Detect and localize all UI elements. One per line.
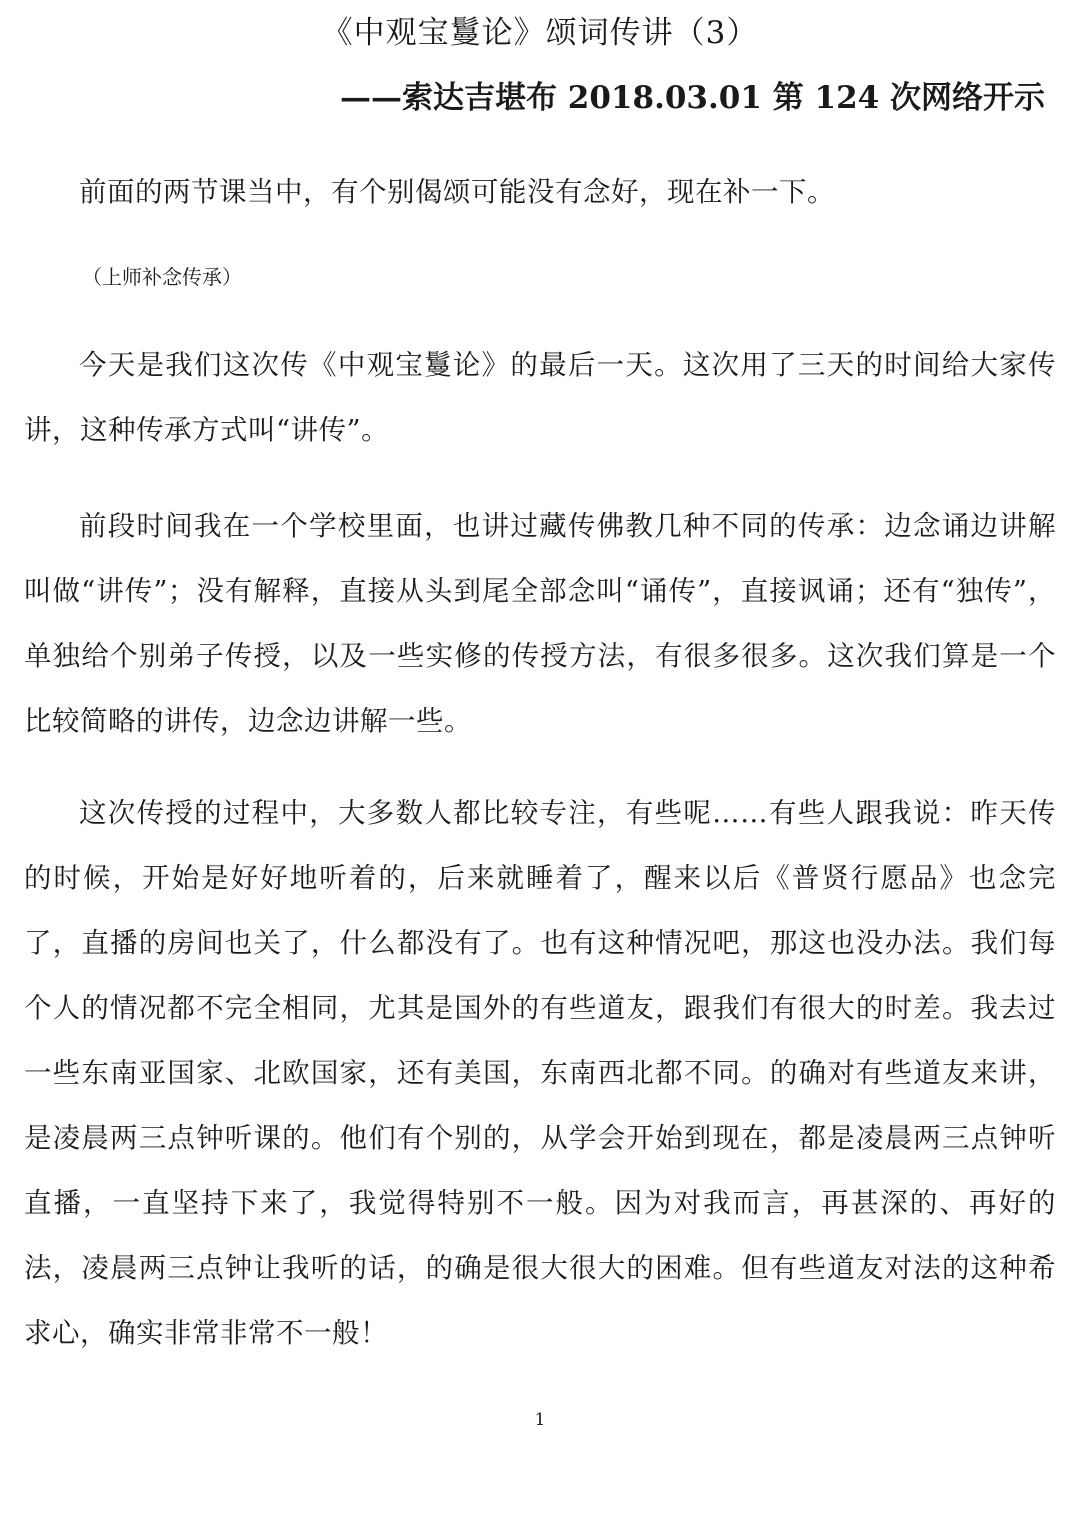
paragraph-1: 前面的两节课当中，有个别偈颂可能没有念好，现在补一下。: [79, 176, 835, 208]
page-number: 1: [534, 1410, 546, 1430]
paragraph-4: 这次传授的过程中，大多数人都比较专注，有些呢……有些人跟我说：昨天传的时候，开始是好好地听着的，后来就睡着了，醒来以后《普贤行愿品》也念完了，直播的房间也关了，什么都没有了。也有这种情况吧，那这也没办法。我们每个人的情况都不完全相同，尤其是国外的有些道友，跟我们有很大的时差。我去过一些东南亚国家、北欧国家，还有美国，东南西北都不同。的确对有些道友来讲，是凌晨两三点钟听课的。他们有个别的，从学会开始到现在，都是凌晨两三点钟听直播，一直坚持下来了，我觉得特别不一般。因为对我而言，再甚深的、再好的法，凌晨两三点钟让我听的话，的确是很大很大的困难。但有些道友对法的这种希求心，确实非常非常不一般！: [24, 797, 1056, 1349]
paragraph-3: 前段时间我在一个学校里面，也讲过藏传佛教几种不同的传承：边念诵边讲解叫做“讲传”；没有解释，直接从头到尾全部念叫“诵传”，直接讽诵；还有“独传”，单独给个别弟子传授，以及一些实修的传授方法，有很多很多。这次我们算是一个比较简略的讲传，边念边讲解一些。: [24, 510, 1056, 737]
document-subtitle: ——索达吉堪布 2018.03.01 第 124 次网络开示: [340, 80, 1046, 116]
document-title: 《中观宝鬘论》颂词传讲（3）: [321, 15, 759, 51]
paragraph-2: 今天是我们这次传《中观宝鬘论》的最后一天。这次用了三天的时间给大家传讲，这种传承方式叫“讲传”。: [24, 349, 1056, 446]
transmission-note: （上师补念传承）: [82, 265, 242, 289]
